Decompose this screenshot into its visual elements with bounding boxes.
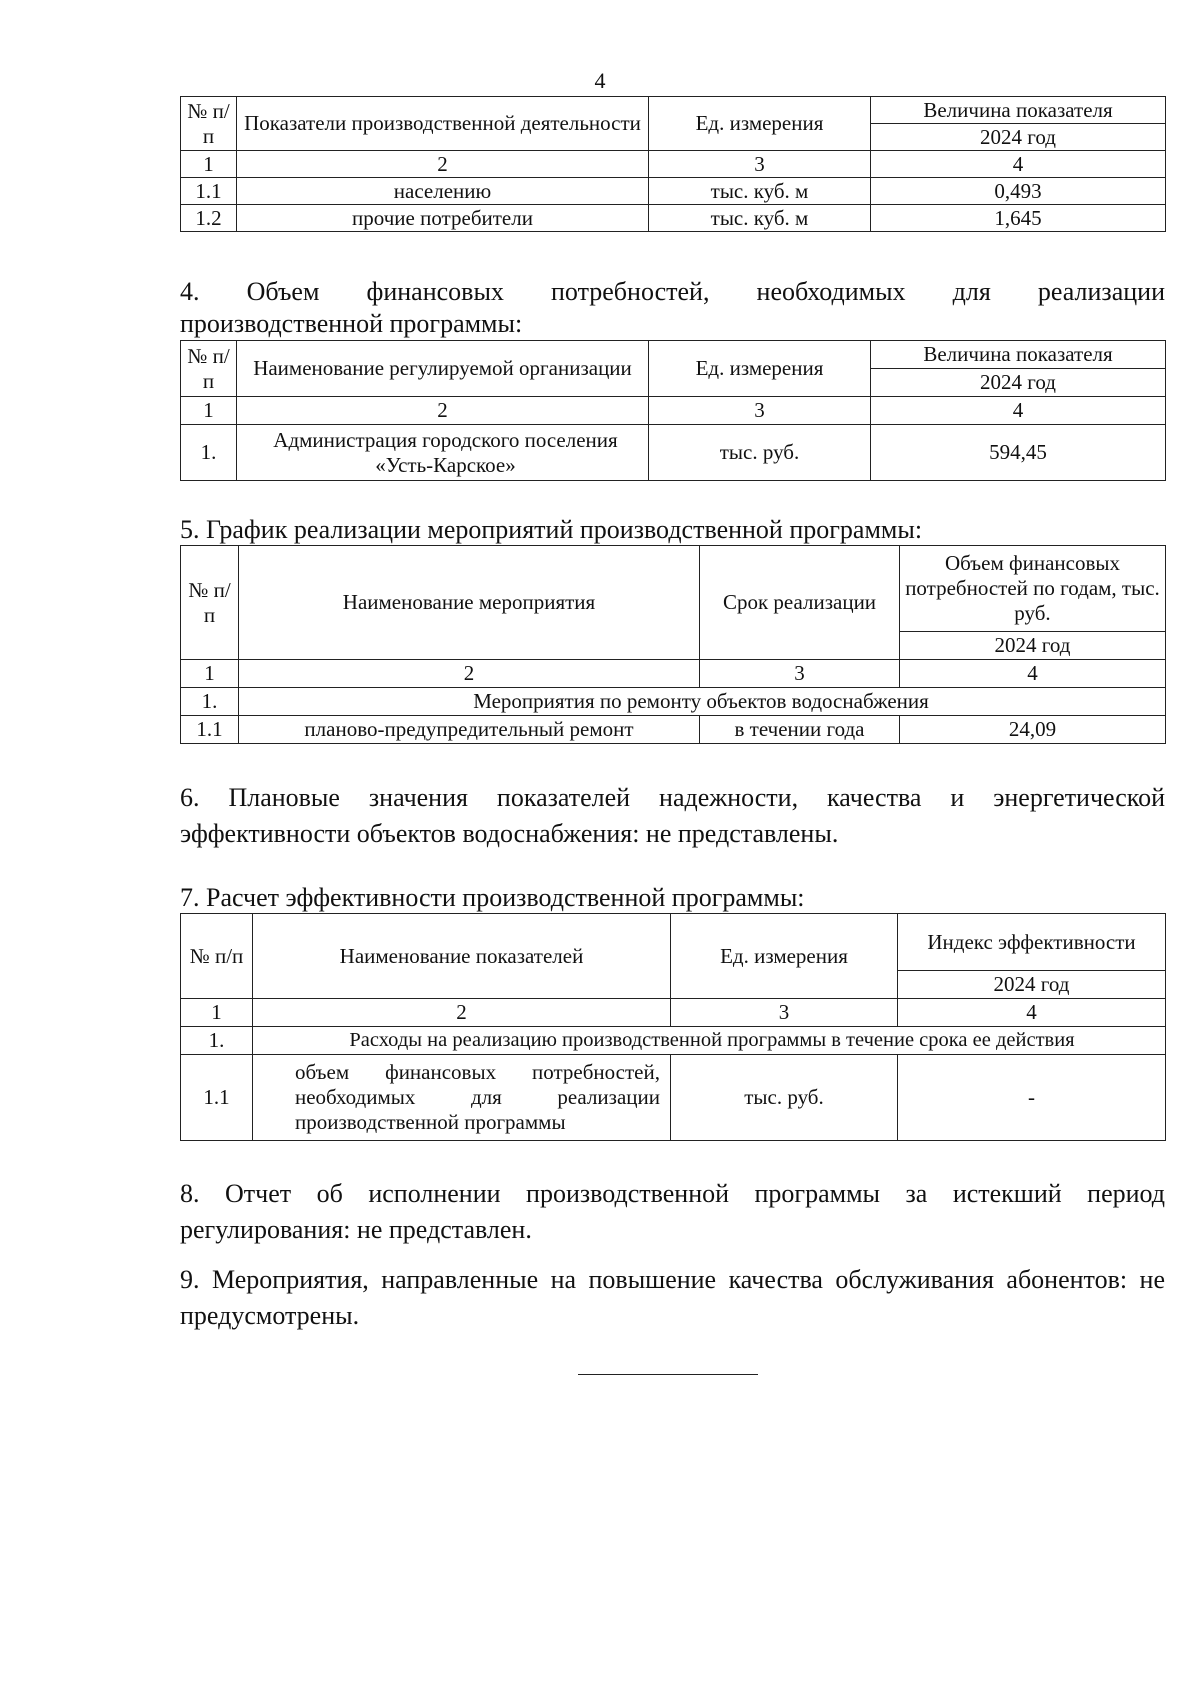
- table-row: [181, 688, 1166, 716]
- row-value: -: [898, 1055, 1166, 1141]
- table-row: [181, 178, 1166, 205]
- group-name: Мероприятия по ремонту объектов водоснабжения: [239, 688, 1166, 716]
- colnum-3: 3: [671, 999, 898, 1027]
- row-num: 1.2: [181, 205, 237, 232]
- section-7-heading: 7. Расчет эффективности производственной программы:: [180, 883, 805, 912]
- colnum-1: 1: [181, 999, 253, 1027]
- table-row: [181, 205, 1166, 232]
- header-index: Индекс эффективности: [898, 914, 1166, 971]
- section-5-heading: 5. График реализации мероприятий производственной программы:: [180, 515, 923, 544]
- group-name: Расходы на реализацию производственной программы в течение срока ее действия: [253, 1027, 1166, 1055]
- section-4-line-2: производственной программы:: [180, 309, 523, 338]
- row-value: 24,09: [900, 716, 1166, 744]
- row-num: 1.1: [181, 178, 237, 205]
- colnum-2: 2: [237, 397, 649, 425]
- colnum-2: 2: [237, 151, 649, 178]
- header-value: Величина показателя: [871, 97, 1166, 124]
- colnum-3: 3: [649, 397, 871, 425]
- colnum-4: 4: [898, 999, 1166, 1027]
- row-name: прочие потребители: [237, 205, 649, 232]
- row-num: 1.1: [181, 1055, 253, 1141]
- header-unit: Ед. измерения: [649, 341, 871, 397]
- section-8-text: 8. Отчет об исполнении производственной программы за истекший период регулирования: не представлен.: [180, 1179, 1165, 1244]
- colnum-1: 1: [181, 660, 239, 688]
- colnum-2: 2: [253, 999, 671, 1027]
- header-num: № п/п: [181, 914, 253, 999]
- header-num: № п/п: [181, 546, 239, 660]
- colnum-4: 4: [871, 397, 1166, 425]
- row-name: населению: [237, 178, 649, 205]
- row-value: 1,645: [871, 205, 1166, 232]
- page-number: 4: [594, 68, 606, 93]
- schedule-table: [180, 545, 1166, 744]
- header-year: 2024 год: [871, 124, 1166, 151]
- row-name-line-2: необходимых для реализации: [295, 1085, 660, 1110]
- row-unit: тыс. руб.: [671, 1055, 898, 1141]
- header-unit: Ед. измерения: [671, 914, 898, 999]
- colnum-3: 3: [649, 151, 871, 178]
- colnum-1: 1: [181, 397, 237, 425]
- section-4-heading: [180, 276, 1165, 340]
- row-num: 1.: [181, 425, 237, 481]
- financial-needs-table: [180, 340, 1166, 481]
- header-year: 2024 год: [900, 632, 1166, 660]
- row-value: 0,493: [871, 178, 1166, 205]
- header-indicator: Показатели производственной деятельности: [237, 97, 649, 151]
- row-unit: тыс. куб. м: [649, 178, 871, 205]
- header-year: 2024 год: [871, 369, 1166, 397]
- group-num: 1.: [181, 688, 239, 716]
- table-row: [181, 425, 1166, 481]
- header-year: 2024 год: [898, 971, 1166, 999]
- header-unit: Ед. измерения: [649, 97, 871, 151]
- section-9-text: 9. Мероприятия, направленные на повышение качества обслуживания абонентов: не предусмотрены.: [180, 1265, 1165, 1330]
- header-volume: Объем финансовых потребностей по годам, тыс. руб.: [900, 546, 1166, 632]
- row-name-line-3: производственной программы: [295, 1109, 566, 1134]
- row-value: 594,45: [871, 425, 1166, 481]
- header-num: № п/п: [181, 341, 237, 397]
- colnum-1: 1: [181, 151, 237, 178]
- header-name: Наименование мероприятия: [239, 546, 700, 660]
- header-num: № п/п: [181, 97, 237, 151]
- header-value: Величина показателя: [871, 341, 1166, 369]
- table-row: [181, 1055, 1166, 1141]
- colnum-4: 4: [871, 151, 1166, 178]
- row-org-name: Администрация городского поселения «Усть-Карское»: [237, 425, 649, 481]
- row-unit: тыс. руб.: [649, 425, 871, 481]
- header-name: Наименование показателей: [253, 914, 671, 999]
- row-num: 1.1: [181, 716, 239, 744]
- closing-rule: [578, 1374, 758, 1375]
- row-name-line-1: объем финансовых потребностей,: [295, 1060, 660, 1085]
- colnum-4: 4: [900, 660, 1166, 688]
- table-row: [181, 716, 1166, 744]
- colnum-3: 3: [700, 660, 900, 688]
- row-name: планово-предупредительный ремонт: [239, 716, 700, 744]
- table-row: [181, 1027, 1166, 1055]
- row-name: [253, 1055, 671, 1141]
- row-unit: тыс. куб. м: [649, 205, 871, 232]
- colnum-2: 2: [239, 660, 700, 688]
- efficiency-table: [180, 913, 1166, 1141]
- production-indicators-table: [180, 96, 1166, 232]
- section-4-line-1: 4. Объем финансовых потребностей, необходимых для реализации: [180, 277, 1165, 306]
- header-org: Наименование регулируемой организации: [237, 341, 649, 397]
- header-term: Срок реализации: [700, 546, 900, 660]
- row-term: в течении года: [700, 716, 900, 744]
- section-6-text: 6. Плановые значения показателей надежности, качества и энергетической эффективности объектов водоснабжения: не представлены.: [180, 783, 1165, 848]
- group-num: 1.: [181, 1027, 253, 1055]
